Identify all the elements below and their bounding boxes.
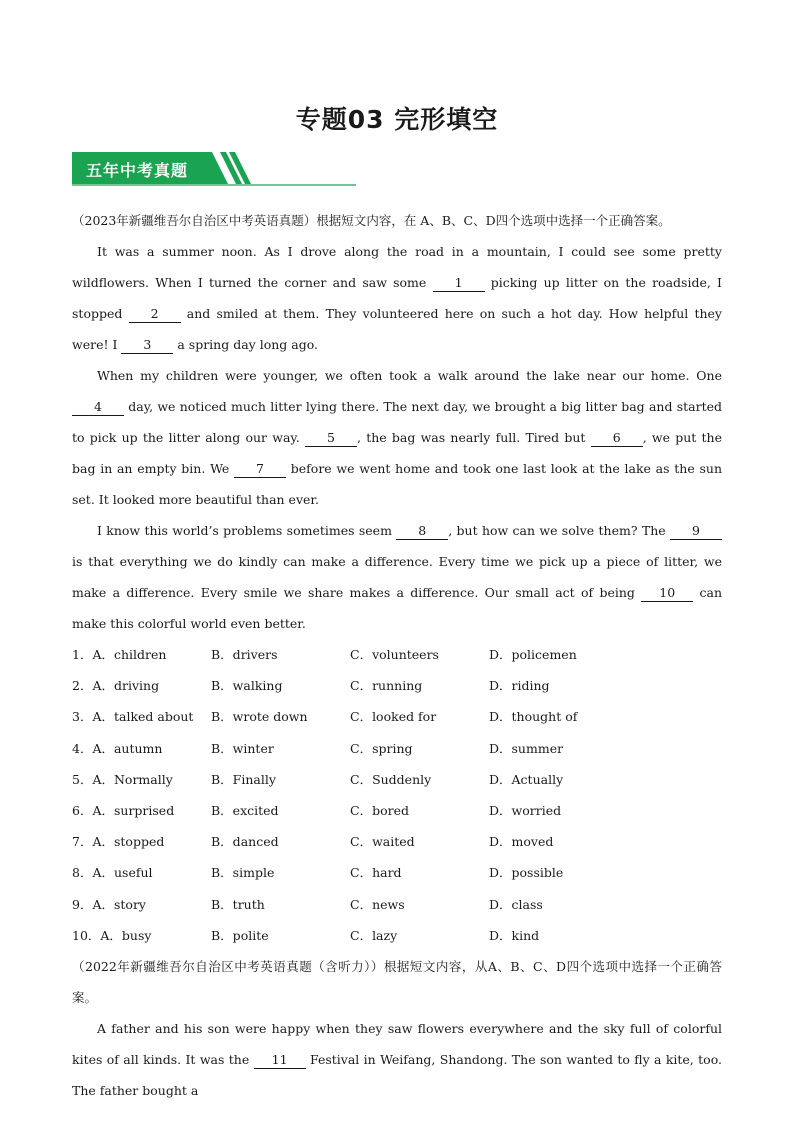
option-row: [72, 639, 722, 670]
passage2-instruction: （2022年新疆维吾尔自治区中考英语真题（含听力））根据短文内容，从A、B、C、D四个选项中选择一个正确答案。: [72, 958, 722, 1005]
option: 2．A．driving: [72, 678, 160, 694]
option: D．thought of: [489, 709, 578, 725]
passage1-paragraph-3: [72, 515, 722, 639]
options-list: [72, 639, 722, 951]
option: B．drivers: [211, 647, 278, 662]
option: C．looked for: [350, 709, 437, 725]
text-run: When my children were younger, we often took a walk around the lake near our home. One: [97, 368, 722, 383]
blank-8: 8: [396, 523, 448, 540]
text-run: , we put the bag in an empty bin. We: [72, 430, 722, 476]
option: 9．A．story: [72, 896, 146, 912]
option-row: [72, 701, 722, 732]
option-row: [72, 733, 722, 764]
option: C．lazy: [350, 927, 398, 943]
passage2-paragraph-1: [72, 1013, 722, 1106]
text-run: A father and his son were happy when they saw flowers everywhere and the sky full of colorful kites of all kinds. It was the: [72, 1020, 722, 1067]
option: B．winter: [211, 740, 274, 756]
option: D．summer: [489, 740, 564, 756]
text-run: is that everything we do kindly can make a difference. Every time we pick up a piece of litter, we make a difference. Every smile we share makes a difference. Our small act of being: [72, 554, 722, 600]
option: 10．A．busy: [72, 927, 152, 943]
passage1-paragraph-2: [72, 360, 722, 515]
option: C．Suddenly: [350, 771, 432, 787]
blank-2: 2: [129, 306, 181, 323]
option: D．class: [489, 896, 543, 912]
option: 5．A．Normally: [72, 771, 173, 787]
text-run: a spring day long ago.: [173, 337, 318, 352]
option: 3．A．talked about: [72, 709, 194, 725]
option: C．spring: [350, 740, 413, 756]
document-body: [72, 205, 722, 1106]
option: D．Actually: [489, 771, 564, 787]
passage1-instruction: （2023年新疆维吾尔自治区中考英语真题）根据短文内容，在 A、B、C、D四个选项中选择一个正确答案。: [72, 213, 671, 228]
text-run: It was a summer noon. As I drove along the road in a mountain, I could see some pretty wildflowers. When I turned the corner and saw some: [72, 244, 722, 290]
option-row: [72, 826, 722, 857]
option: B．simple: [211, 865, 275, 881]
text-run: picking up litter on the roadside, I stopped: [72, 275, 722, 321]
section-label: 五年中考真题: [86, 161, 189, 180]
blank-6: 6: [591, 430, 643, 447]
option: 6．A．surprised: [72, 802, 175, 818]
option-row: [72, 670, 722, 701]
blank-10: 10: [641, 585, 693, 602]
option-row: [72, 795, 722, 826]
option: B．wrote down: [211, 709, 308, 725]
blank-9: 9: [670, 523, 722, 540]
option: 1．A．children: [72, 647, 167, 662]
option: D．policemen: [489, 647, 577, 662]
option-row: [72, 857, 722, 888]
option: D．possible: [489, 865, 564, 881]
option: C．hard: [350, 865, 402, 881]
blank-1: 1: [433, 275, 485, 292]
option: 8．A．useful: [72, 865, 153, 881]
page-title: 专题03 完形填空: [295, 105, 499, 134]
option-row: [72, 764, 722, 795]
blank-5: 5: [305, 430, 357, 447]
option: B．truth: [211, 896, 265, 912]
option: B．excited: [211, 802, 279, 818]
option: 4．A．autumn: [72, 740, 163, 756]
text-run: I know this world’s problems sometimes seem: [97, 523, 397, 538]
option: C．news: [350, 896, 405, 912]
option: B．walking: [211, 678, 283, 694]
passage1-paragraph-1: [72, 236, 722, 360]
option: D．worried: [489, 802, 562, 818]
text-run: day, we noticed much litter lying there. The next day, we brought a big litter bag and started to pick up the litter along our way.: [72, 399, 722, 445]
blank-7: 7: [234, 461, 286, 478]
option: D．riding: [489, 678, 550, 694]
blank-11: 11: [254, 1052, 306, 1069]
section-banner: [72, 150, 356, 188]
option: D．moved: [489, 834, 554, 850]
text-run: before we went home and took one last look at the lake as the sun set. It looked more beautiful than ever.: [72, 461, 722, 507]
text-run: , the bag was nearly full. Tired but: [357, 430, 591, 445]
option-row: [72, 920, 722, 951]
option: 7．A．stopped: [72, 834, 165, 850]
option: D．kind: [489, 927, 540, 943]
text-run: , but how can we solve them? The: [448, 523, 670, 538]
option: C．waited: [350, 834, 415, 850]
text-run: can make this colorful world even better.: [72, 585, 723, 631]
option: C．bored: [350, 802, 409, 818]
blank-4: 4: [72, 399, 124, 416]
option: B．Finally: [211, 771, 276, 787]
text-run: and smiled at them. They volunteered here on such a hot day. How helpful they were! I: [72, 306, 722, 352]
option: C．volunteers: [350, 647, 439, 662]
option: B．danced: [211, 834, 279, 850]
option-row: [72, 889, 722, 920]
blank-3: 3: [121, 337, 173, 354]
text-run: Festival in Weifang, Shandong. The son wanted to fly a kite, too. The father bought a: [72, 1051, 722, 1098]
option: B．polite: [211, 927, 269, 943]
option: C．running: [350, 678, 423, 694]
